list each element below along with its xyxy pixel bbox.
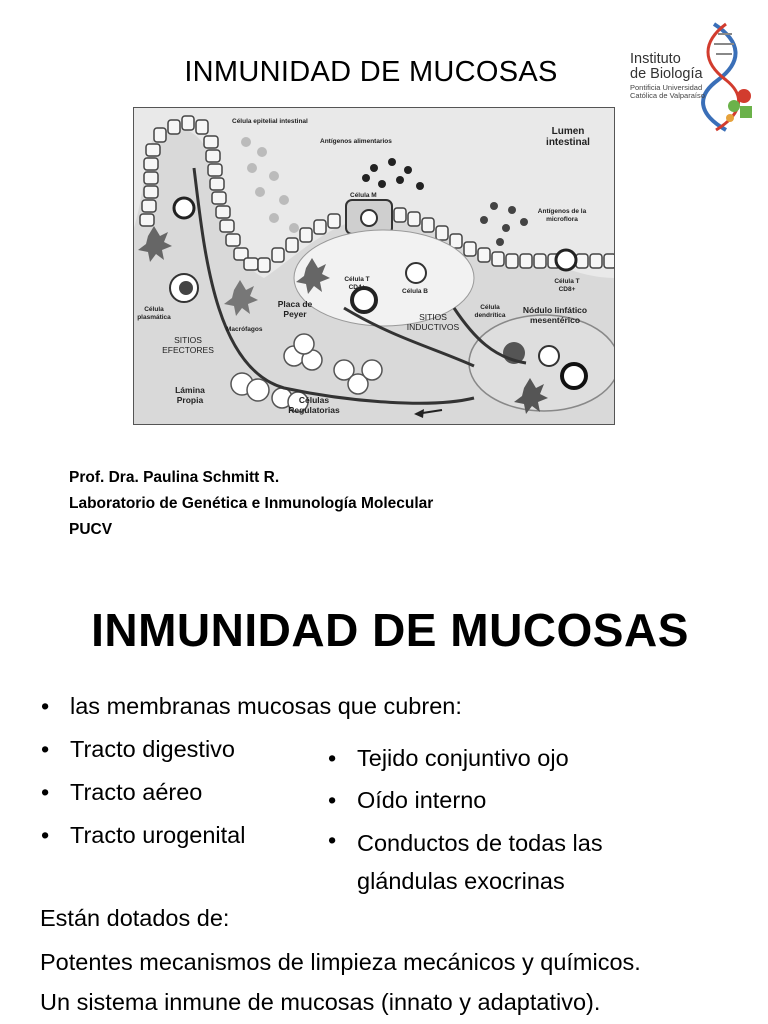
mucosal-immunity-diagram [133,107,615,425]
slide-2 [0,565,768,1024]
list-item: • las membranas mucosas que cubren: [40,685,462,728]
label-antigenos-alimentarios: Antígenos alimentarios [320,138,392,145]
label-celula-m: Célula M [350,192,377,199]
list-item: • Tracto digestivo [40,728,462,771]
label-nodulo-linfatico: Nódulo linfático mesentérico [522,305,588,325]
label-celula-b: Célula B [402,288,429,295]
label-celula-epitelial: Célula epitelial intestinal [232,118,308,125]
label-celula-t-cd8: Célula T CD8+ [554,278,580,293]
label-celula-plasmatica: Célula plasmática [137,306,171,321]
label-sitios-efectores: SITIOS EFECTORES [162,335,214,355]
logo-subtitle: Pontificia Universidad Católica de Valparaíso [630,83,705,100]
label-lamina-propia: Lámina Propia [175,385,205,405]
slide-1-title: INMUNIDAD DE MUCOSAS [184,56,558,88]
author-lab: Laboratorio de Genética e Inmunología Molecular [69,495,434,512]
list-item: • Tejido conjuntivo ojo [327,737,657,779]
paragraph-mecanismos: Potentes mecanismos de limpieza mecánicos y químicos. [40,949,641,975]
author-name: Prof. Dra. Paulina Schmitt R. [69,469,280,486]
paragraph-dotados: Están dotados de: [40,905,230,931]
label-macrofagos: Macrófagos [226,326,263,333]
label-celula-t-cd4: Célula T CD4+ [344,276,370,291]
label-celulas-regulatorias: Células Regulatorias [288,395,340,415]
slide-2-title: INMUNIDAD DE MUCOSAS [91,604,689,656]
bullet-list-right [327,737,657,900]
logo-title: Instituto de Biología [630,51,703,82]
list-item: • Tracto urogenital [40,814,462,857]
paragraph-sistema-inmune: Un sistema inmune de mucosas (innato y adaptativo). [40,989,601,1015]
author-block [69,465,433,543]
list-item: • Conductos de todas las glándulas exocrinas [327,821,657,900]
label-antigenos-microflora: Antígenos de la microflora [537,208,587,223]
label-celula-dendritica: Célula dendrítica [474,304,506,319]
author-institution: PUCV [69,521,113,538]
label-lumen: Lumen intestinal [546,126,590,148]
instituto-biologia-logo [622,22,762,132]
list-item: • Oído interno [327,779,657,821]
label-placa-peyer: Placa de Peyer [277,299,313,319]
list-item: • Tracto aéreo [40,771,462,814]
label-sitios-inductivos: SITIOS INDUCTIVOS [406,312,460,332]
